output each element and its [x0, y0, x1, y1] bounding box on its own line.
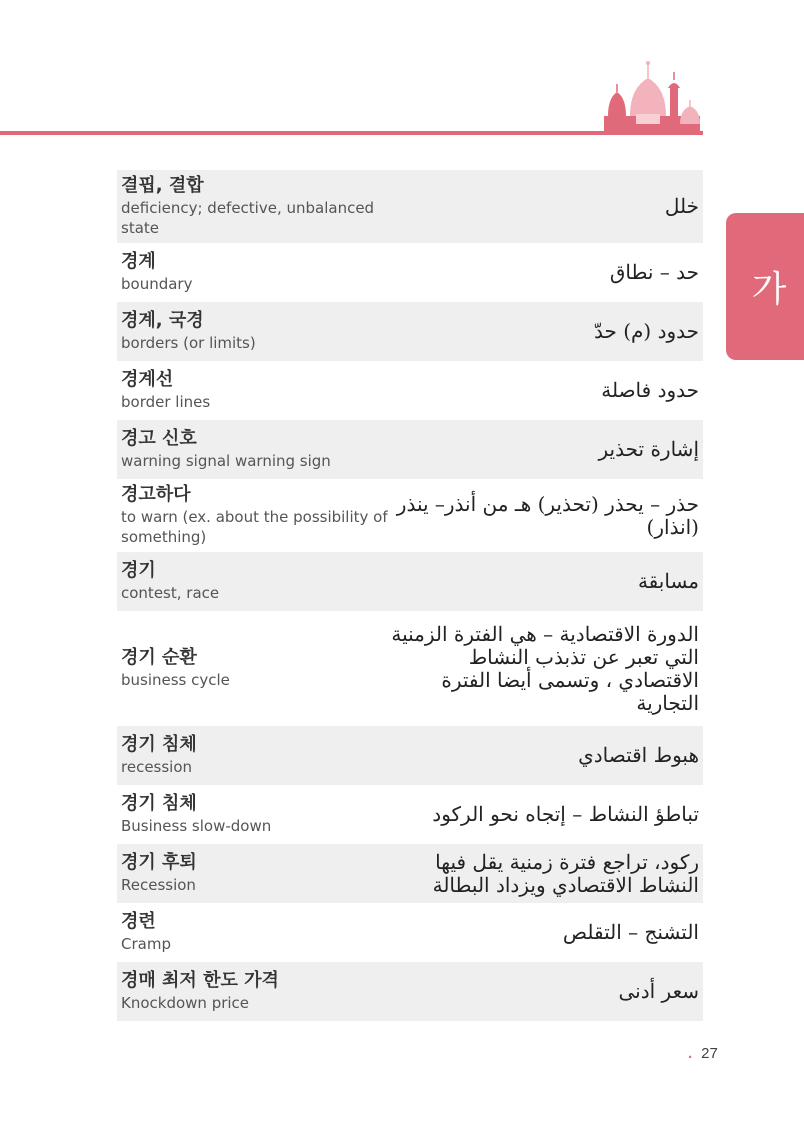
- english-term: border lines: [121, 392, 211, 411]
- entry-row: [117, 611, 703, 726]
- glossary-table: [117, 170, 703, 1021]
- arabic-term: مسابقة: [637, 569, 699, 593]
- arabic-term: حذر – يحذر (تحذير) هـ من أنذر– ينذر (انذار): [396, 491, 699, 539]
- entry-row: [117, 243, 703, 302]
- page-number-value: 27: [701, 1045, 718, 1062]
- english-term: contest, race: [121, 583, 220, 602]
- arabic-term: ركود، تراجع فترة زمنية يقل فيها النشاط الاقتصادي ويزداد البطالة: [432, 849, 699, 897]
- entry-row: [117, 420, 703, 479]
- korean-term: 경기 후퇴: [121, 852, 197, 874]
- english-term: Business slow-down: [121, 816, 272, 835]
- section-tab[interactable]: [726, 213, 804, 360]
- english-term: to warn (ex. about the possibility of something): [121, 507, 388, 546]
- english-term: warning signal warning sign: [121, 451, 331, 470]
- korean-term: 경계선: [121, 369, 174, 391]
- arabic-term: إشارة تحذير: [598, 437, 699, 461]
- entry-row: [117, 302, 703, 361]
- korean-term: 경기 침체: [121, 734, 197, 756]
- section-tab-label: 가: [751, 269, 787, 310]
- arabic-term: هبوط اقتصادي: [578, 743, 699, 767]
- arabic-term: الدورة الاقتصادية – هي الفترة الزمنية التي تعبر عن تذبذب النشاط الاقتصادي ، وتسمى أيضا الفترة التجارية: [391, 621, 699, 715]
- korean-term: 경기 침체: [121, 793, 197, 815]
- korean-term: 경계: [121, 251, 156, 273]
- entry-row: [117, 170, 703, 243]
- arabic-term: حدود (م) حدّ: [594, 319, 699, 343]
- english-term: boundary: [121, 274, 193, 293]
- arabic-term: تباطؤ النشاط – إتجاه نحو الركود: [432, 802, 699, 826]
- header-rule: [0, 131, 703, 135]
- entry-row: [117, 552, 703, 611]
- arabic-term: حد – نطاق: [609, 260, 699, 284]
- mosque-illustration: [600, 58, 704, 134]
- korean-term: 경계, 국경: [121, 310, 204, 332]
- arabic-term: خلل: [664, 194, 699, 218]
- korean-term: 결핍, 결합: [121, 174, 204, 196]
- page-number: [688, 1045, 718, 1062]
- korean-term: 경고하다: [121, 483, 191, 505]
- english-term: Cramp: [121, 934, 171, 953]
- korean-term: 경기 순환: [121, 647, 197, 669]
- korean-term: 경매 최저 한도 가격: [121, 970, 279, 992]
- entry-row: [117, 785, 703, 844]
- arabic-term: سعر أدنى: [618, 979, 699, 1003]
- entry-row: [117, 903, 703, 962]
- korean-term: 경기: [121, 560, 156, 582]
- entry-row: [117, 479, 703, 552]
- english-term: borders (or limits): [121, 333, 256, 352]
- korean-term: 경련: [121, 911, 156, 933]
- page-number-dot: .: [688, 1045, 693, 1062]
- arabic-term: حدود فاصلة: [601, 378, 699, 402]
- entry-row: [117, 361, 703, 420]
- entry-row: [117, 726, 703, 785]
- entry-row: [117, 962, 703, 1021]
- english-term: recession: [121, 757, 193, 776]
- english-term: Recession: [121, 875, 196, 894]
- korean-term: 경고 신호: [121, 428, 197, 450]
- entry-row: [117, 844, 703, 903]
- arabic-term: التشنج – التقلص: [562, 920, 699, 944]
- english-term: business cycle: [121, 670, 230, 689]
- english-term: deficiency; defective, unbalanced state: [121, 198, 375, 237]
- english-term: Knockdown price: [121, 993, 250, 1012]
